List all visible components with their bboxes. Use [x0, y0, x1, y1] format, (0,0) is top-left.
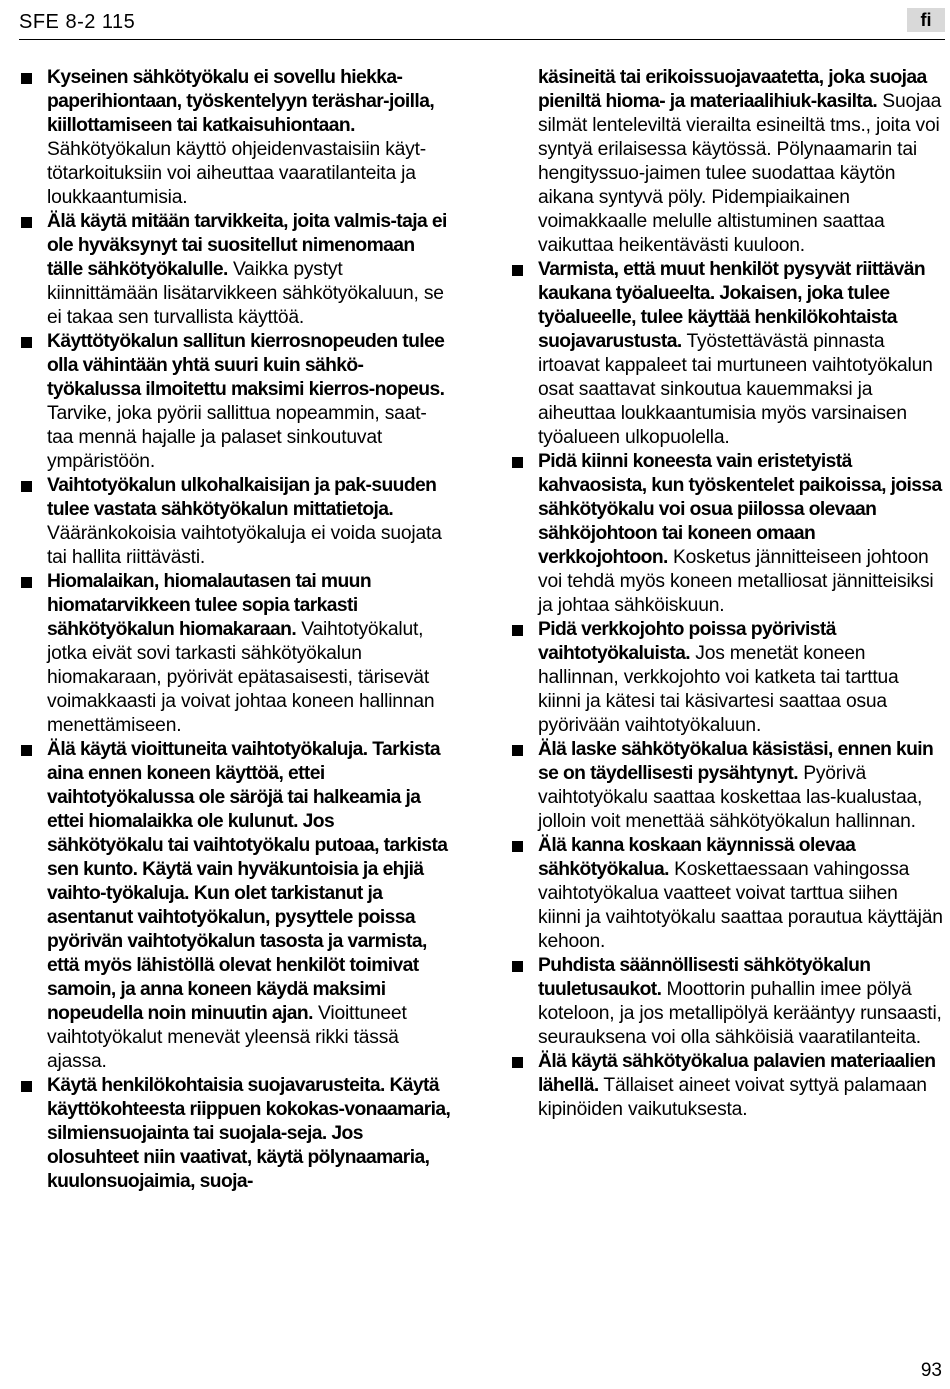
item-bold-text: Varmista, että muut henkilöt pysyvät riittävän kaukana työalueelta. Jokaisen, joka tulee työalueelle, tulee käyttää henkilökohtaista suojavarustusta. — [538, 259, 926, 352]
item-normal-text: Tällaiset aineet voivat syttyä palamaan kipinöiden vaikutuksesta. — [538, 1075, 927, 1120]
item-normal-text: Vääränkokoisia vaihtotyökaluja ei voida suojata tai hallita riittävästi. — [47, 523, 442, 568]
item-bold-text: Käytä henkilökohtaisia suojavarusteita. Käytä käyttökohteesta riippuen kokokas-vonaamaria, silmiensuojainta tai suojala-seja. Jos olosuhteet niin vaativat, käytä pölynaamaria, kuulonsuojaimia, suoja- — [47, 1075, 451, 1192]
item-text — [538, 738, 943, 834]
bullet-square-icon — [21, 745, 32, 756]
item-normal-text: Kosketus jännitteiseen johtoon voi tehdä myös koneen metalliosat jännitteisiksi ja johtaa sähköiskuun. — [538, 547, 934, 616]
bullet-square-icon — [512, 625, 523, 636]
item-text — [538, 834, 943, 954]
item-normal-text: Koskettaessaan vahingossa vaihtotyökalua vaatteet voivat tarttua siihen kiinni ja vaihtotyökalu saattaa porautua käyttäjän kehoon. — [538, 859, 943, 952]
bullet-square-icon — [512, 745, 523, 756]
bullet-square-icon — [21, 577, 32, 588]
bullet-square-icon — [512, 841, 523, 852]
safety-item — [20, 738, 452, 1074]
item-normal-text: Sähkötyökalun käyttö ohjeidenvastaisiin käyt-tötarkoituksiin voi aiheuttaa vaaratilanteita ja loukkaantumisia. — [47, 139, 426, 208]
item-normal-text: Moottorin puhallin imee pölyä koteloon, ja jos metallipölyä kerääntyy runsaasti, seurauksena voi olla sähköisiä vaaratilanteita. — [538, 979, 942, 1048]
safety-item — [511, 618, 943, 738]
page-number: 93 — [920, 1360, 942, 1381]
item-normal-text: Jos menetät koneen hallinnan, verkkojohto voi katketa tai tarttua kiinni ja kätesi tai käsivartesi saattaa osua pyörivään vaihtotyökaluun. — [538, 643, 899, 736]
item-text — [538, 66, 943, 258]
item-normal-text: Vioittuneet vaihtotyökalut menevät yleensä rikki tässä ajassa. — [47, 1003, 407, 1072]
safety-item — [20, 570, 452, 738]
right-column — [511, 66, 943, 1122]
item-text — [47, 330, 452, 474]
item-bold-text: Älä laske sähkötyökalua käsistäsi, ennen kuin se on täydellisesti pysähtynyt. — [538, 739, 934, 784]
item-text — [538, 954, 943, 1050]
page-header — [19, 8, 945, 40]
item-text — [47, 570, 452, 738]
safety-item — [20, 1074, 452, 1194]
item-normal-text: Pyörivä vaihtotyökalu saattaa koskettaa las-kualustaa, jolloin voit menettää sähkötyökalun hallinnan. — [538, 763, 923, 832]
bullet-square-icon — [21, 1081, 32, 1092]
item-bold-text: Kyseinen sähkötyökalu ei sovellu hiekka-paperihiontaan, työskentelyyn teräshar-joilla, kiillottamiseen tai katkaisuhiontaan. — [47, 67, 435, 136]
item-bold-text: Pidä verkkojohto poissa pyörivistä vaihtotyökaluista. — [538, 619, 836, 664]
item-bold-text: Puhdista säännöllisesti sähkötyökalun tuuletusaukot. — [538, 955, 871, 1000]
safety-item — [511, 954, 943, 1050]
safety-item — [20, 330, 452, 474]
model-number: SFE 8-2 115 — [19, 11, 136, 33]
item-bold-text: Pidä kiinni koneesta vain eristetyistä kahvaosista, kun työskentelet paikoissa, joissa sähkötyökalu voi osua piilossa olevaan sähköjohtoon tai koneen omaan verkkojohtoon. — [538, 451, 942, 568]
item-bold-text: Älä käytä vioittuneita vaihtotyökaluja. Tarkista aina ennen koneen käyttöä, ettei vaihtotyökalussa ole säröjä tai halkeamia ja ettei hiomalaikka ole kulunut. Jos sähkötyökalu tai vaihtotyökalu putoaa, tarkista sen kunto. Käytä vain hyväkuntoisia ja ehjiä vaihto-työkaluja. Kun olet tarkistanut ja asentanut vaihtotyökalun, pysyttele poissa pyörivän vaihtotyökalun tasosta ja varmista, että myös lähistöllä olevat henkilöt toimivat samoin, ja anna koneen käydä maksimi nopeudella noin minuutin ajan. — [47, 739, 448, 1024]
bullet-square-icon — [512, 961, 523, 972]
item-normal-text: Työstettävästä pinnasta irtoavat kappaleet tai murtuneen vaihtotyökalun osat saattavat sinkoutua kauemmaksi ja aiheuttaa loukkaantumisia myös varsinaisen työalueen ulkopuolella. — [538, 331, 933, 448]
safety-item — [511, 834, 943, 954]
item-bold-text: Älä kanna koskaan käynnissä olevaa sähkötyökalua. — [538, 835, 856, 880]
item-text — [47, 1074, 452, 1194]
language-tag: fi — [907, 8, 945, 32]
safety-item — [511, 1050, 943, 1122]
bullet-square-icon — [21, 337, 32, 348]
item-normal-text: Tarvike, joka pyörii sallittua nopeammin, saat-taa mennä hajalle ja palaset sinkoutuvat ympäristöön. — [47, 403, 427, 472]
left-column — [20, 66, 452, 1194]
item-bold-text: käsineitä tai erikoissuojavaatetta, joka suojaa pieniltä hioma- ja materiaalihiuk-kasilta. — [538, 67, 927, 112]
item-text — [47, 210, 452, 330]
safety-item — [511, 258, 943, 450]
safety-item — [511, 738, 943, 834]
item-bold-text: Käyttötyökalun sallitun kierrosnopeuden tulee olla vähintään yhtä suuri kuin sähkö-työkalussa ilmoitettu maksimi kierros-nopeus. — [47, 331, 445, 400]
item-bold-text: Älä käytä mitään tarvikkeita, joita valmis-taja ei ole hyväksynyt tai suositellut nimenomaan tälle sähkötyökalulle. — [47, 211, 447, 280]
item-bold-text: Vaihtotyökalun ulkohalkaisijan ja pak-suuden tulee vastata sähkötyökalun mittatietoja. — [47, 475, 437, 520]
item-text — [538, 258, 943, 450]
item-normal-text: Vaikka pystyt kiinnittämään lisätarvikkeen sähkötyökaluun, se ei takaa sen turvallista käyttöä. — [47, 259, 444, 328]
item-text — [47, 66, 452, 210]
safety-item — [511, 450, 943, 618]
bullet-square-icon — [21, 217, 32, 228]
safety-item-continuation — [511, 66, 943, 258]
item-normal-text: Suojaa silmät lenteleviltä vierailta esineiltä tms., joita voi syntyä erilaisessa käytössä. Pölynaamarin tai hengityssuo-jaimen tulee suodattaa käytön aikana syntyvä pöly. Pidempiaikainen voimakkaalle melulle altistuminen saattaa vaikuttaa heikentävästi kuuloon. — [538, 91, 942, 256]
item-text — [538, 1050, 943, 1122]
item-text — [538, 450, 943, 618]
safety-item — [20, 210, 452, 330]
safety-item — [20, 66, 452, 210]
bullet-square-icon — [21, 481, 32, 492]
safety-item — [20, 474, 452, 570]
bullet-square-icon — [21, 73, 32, 84]
item-normal-text: Vaihtotyökalut, jotka eivät sovi tarkasti sähkötyökalun hiomakaraan, pyörivät epätasaisesti, tärisevät voimakkaasti ja voivat johtaa koneen hallinnan menettämiseen. — [47, 619, 435, 736]
item-text — [47, 474, 452, 570]
item-text — [538, 618, 943, 738]
item-text — [47, 738, 452, 1074]
bullet-square-icon — [512, 1057, 523, 1068]
bullet-square-icon — [512, 457, 523, 468]
item-bold-text: Älä käytä sähkötyökalua palavien materiaalien lähellä. — [538, 1051, 936, 1096]
bullet-square-icon — [512, 265, 523, 276]
item-bold-text: Hiomalaikan, hiomalautasen tai muun hiomatarvikkeen tulee sopia tarkasti sähkötyökalun hiomakaraan. — [47, 571, 372, 640]
